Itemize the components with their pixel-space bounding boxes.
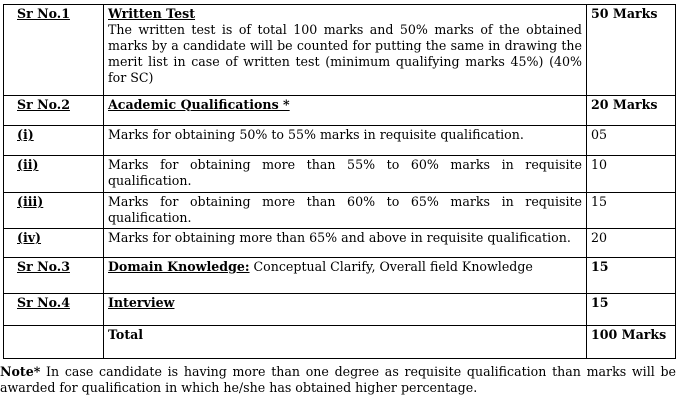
sr-no-cell: Sr No.4 [4, 294, 104, 326]
row-description: The written test is of total 100 marks and 50% marks of the obtained marks by a candidate will be counted for putting the same in drawing the merit list in case of written test (minimum qualifying marks 45%) (40% for SC) [108, 22, 582, 85]
sr-no-cell [4, 326, 104, 359]
table-row [4, 326, 676, 359]
sr-no-cell: Sr No.1 [4, 5, 104, 96]
total-marks-cell: 100 Marks [587, 326, 676, 359]
table-row [4, 193, 676, 229]
marks-cell: 50 Marks [587, 5, 676, 96]
table-row [4, 156, 676, 193]
table-row [4, 5, 676, 96]
row-heading: Domain Knowledge: [108, 259, 250, 274]
row-heading: Written Test [108, 6, 196, 21]
marks-cell: 10 [587, 156, 676, 193]
footnote [0, 364, 676, 396]
row-description: Marks for obtaining more than 60% to 65% marks in requisite qualification. [104, 193, 587, 229]
table-row [4, 96, 676, 126]
row-heading: Academic Qualifications * [104, 96, 587, 126]
sr-no-cell: (i) [4, 126, 104, 156]
table-row [4, 126, 676, 156]
sr-no-cell: Sr No.3 [4, 258, 104, 294]
row-description: Marks for obtaining 50% to 55% marks in requisite qualification. [104, 126, 587, 156]
note-text: In case candidate is having more than one degree as requisite qualification than marks will be awarded for qualification in which he/she has obtained higher percentage. [0, 364, 676, 395]
marks-cell: 15 [587, 193, 676, 229]
table-row [4, 229, 676, 258]
marks-table [3, 4, 676, 359]
marks-cell: 20 Marks [587, 96, 676, 126]
row-description: Marks for obtaining more than 65% and above in requisite qualification. [104, 229, 587, 258]
description-cell [104, 5, 587, 96]
sr-no-cell: Sr No.2 [4, 96, 104, 126]
note-label: Note* [0, 364, 41, 379]
marks-cell: 15 [587, 294, 676, 326]
description-cell [104, 258, 587, 294]
sr-no-cell: (iv) [4, 229, 104, 258]
table-row [4, 258, 676, 294]
marks-cell: 20 [587, 229, 676, 258]
sr-no-cell: (iii) [4, 193, 104, 229]
row-description: Marks for obtaining more than 55% to 60% marks in requisite qualification. [104, 156, 587, 193]
sr-no-cell: (ii) [4, 156, 104, 193]
row-heading: Interview [104, 294, 587, 326]
marks-cell: 15 [587, 258, 676, 294]
row-description: Conceptual Clarify, Overall field Knowledge [249, 259, 533, 274]
marks-cell: 05 [587, 126, 676, 156]
total-label: Total [104, 326, 587, 359]
table-row [4, 294, 676, 326]
